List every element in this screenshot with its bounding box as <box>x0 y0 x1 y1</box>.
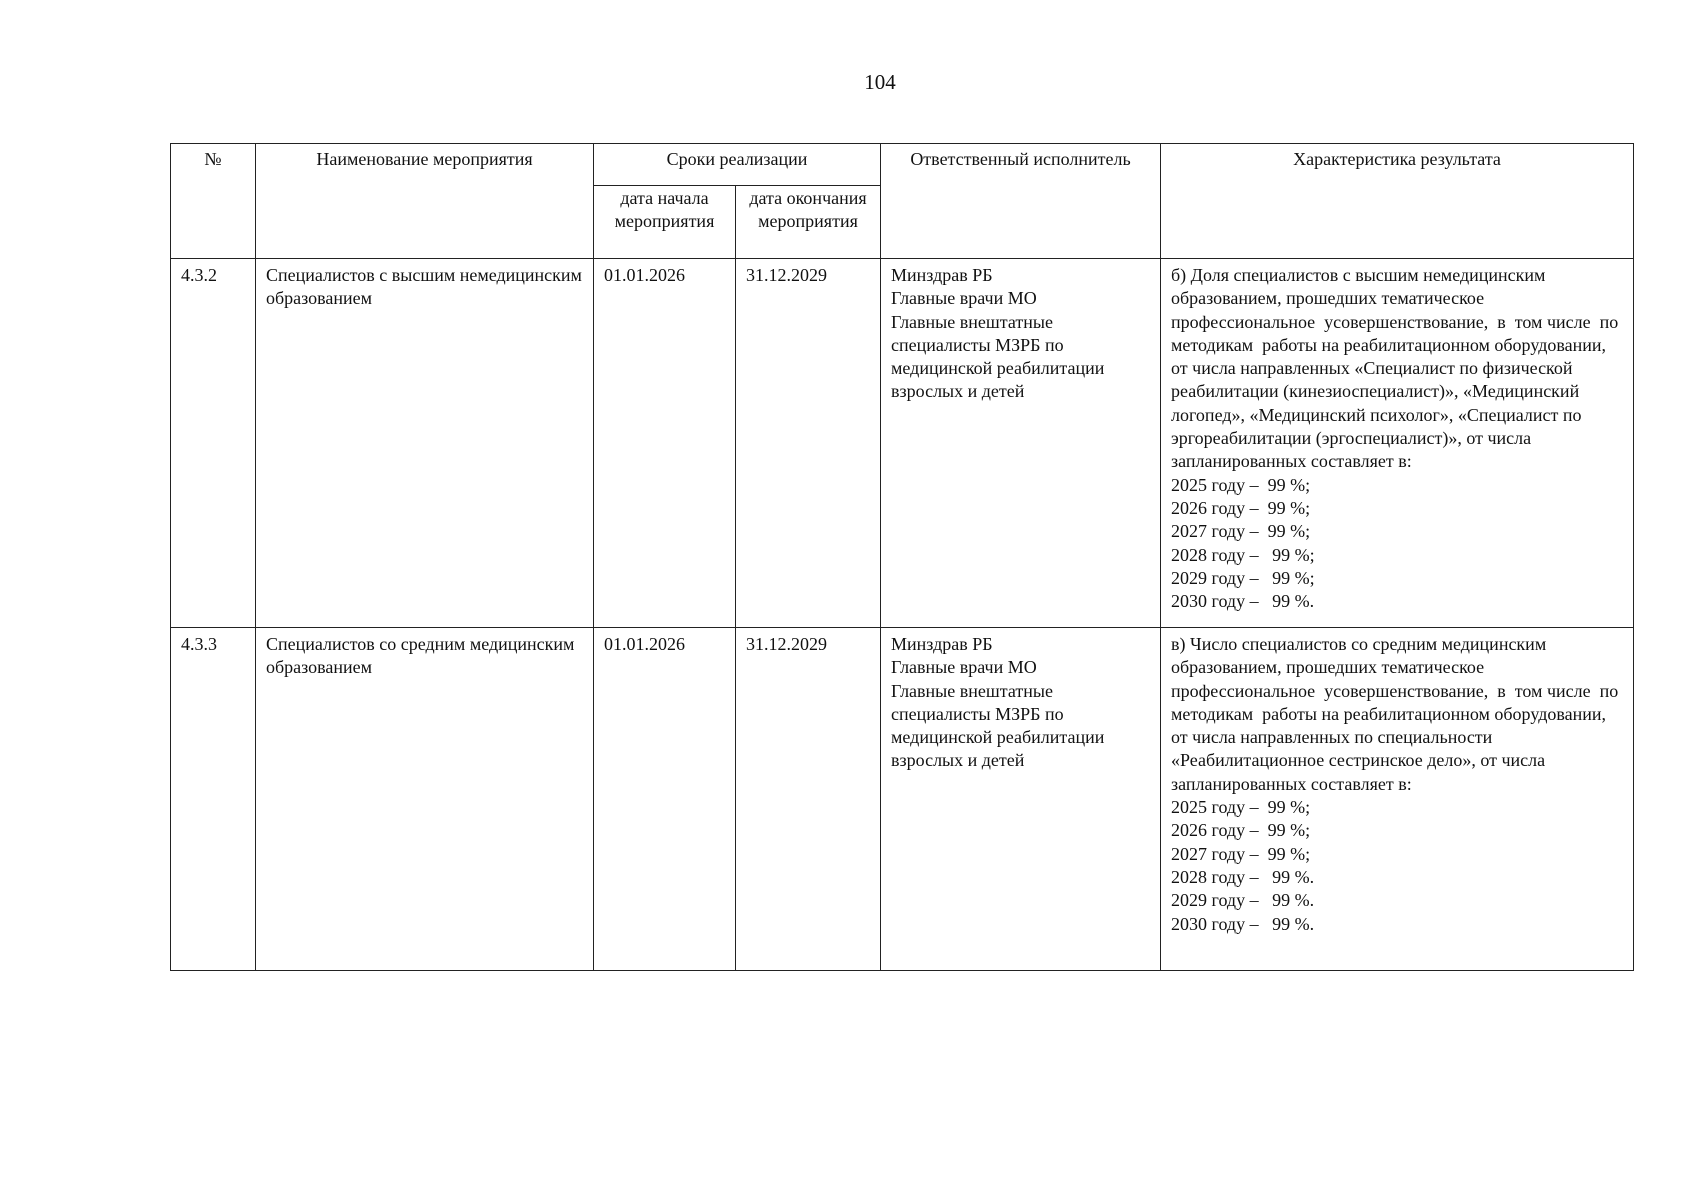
table-row <box>171 259 1634 628</box>
row-result-characteristic: в) Число специалистов со средним медицинским образованием, прошедших тематическое профессиональное усовершенствование, в том числе по методикам работы на реабилитационном оборудовании, от числа направленных по специальности «Реабилитационное сестринское дело», от числа запланированных составляет в: 2025 году – 99 %; 2026 году – 99 %; 2027 году – 99 %; 2028 году – 99 %. 2029 году – 99 %. 2030 году – 99 %. <box>1161 628 1634 971</box>
header-result-characteristic: Характеристика результата <box>1161 144 1634 259</box>
header-row <box>171 144 1634 186</box>
table-row <box>171 628 1634 971</box>
header-end-date: дата окончания мероприятия <box>736 186 881 259</box>
row-result-characteristic: б) Доля специалистов с высшим немедицинским образованием, прошедших тематическое профессиональное усовершенствование, в том числе по методикам работы на реабилитационном оборудовании, от числа направленных «Специалист по физической реабилитации (кинезиоспециалист)», «Медицинский логопед», «Медицинский психолог», «Специалист по эргореабилитации (эргоспециалист)», от числа запланированных составляет в: 2025 году – 99 %; 2026 году – 99 %; 2027 году – 99 %; 2028 году – 99 %; 2029 году – 99 %; 2030 году – 99 %. <box>1161 259 1634 628</box>
row-number: 4.3.2 <box>171 259 256 628</box>
row-number: 4.3.3 <box>171 628 256 971</box>
row-responsible-executor: Минздрав РБ Главные врачи МО Главные внештатные специалисты МЗРБ по медицинской реабилитации взрослых и детей <box>881 628 1161 971</box>
row-responsible-executor: Минздрав РБ Главные врачи МО Главные внештатные специалисты МЗРБ по медицинской реабилитации взрослых и детей <box>881 259 1161 628</box>
header-activity-name: Наименование мероприятия <box>256 144 594 259</box>
row-activity-name: Специалистов со средним медицинским образованием <box>256 628 594 971</box>
header-responsible-executor: Ответственный исполнитель <box>881 144 1161 259</box>
activities-table <box>170 143 1634 971</box>
row-end-date: 31.12.2029 <box>736 628 881 971</box>
row-activity-name: Специалистов с высшим немедицинским образованием <box>256 259 594 628</box>
row-start-date: 01.01.2026 <box>594 628 736 971</box>
row-start-date: 01.01.2026 <box>594 259 736 628</box>
row-end-date: 31.12.2029 <box>736 259 881 628</box>
header-number: № <box>171 144 256 259</box>
page-number: 104 <box>864 70 896 94</box>
header-start-date: дата начала мероприятия <box>594 186 736 259</box>
header-implementation-period: Сроки реализации <box>594 144 881 186</box>
